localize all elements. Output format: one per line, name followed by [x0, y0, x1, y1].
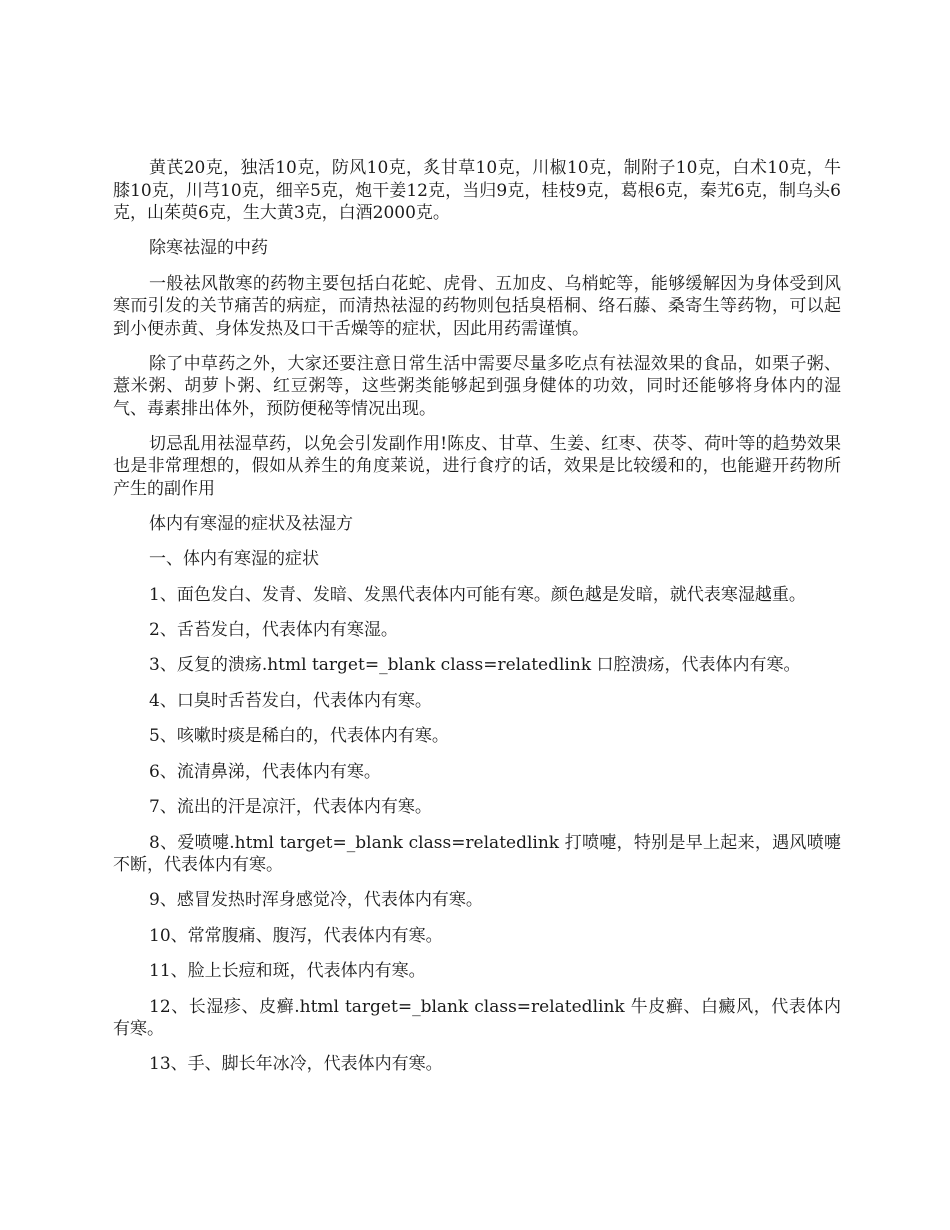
paragraph-diet-porridge: 除了中草药之外，大家还要注意日常生活中需要尽量多吃点有祛湿效果的食品，如栗子粥、薏米粥、胡萝卜粥、红豆粥等，这些粥类能够起到强身健体的功效，同时还能够将身体内的湿气、毒素排出体外，预防便秘等情况出现。 — [113, 353, 841, 419]
list-item: 9、感冒发热时浑身感觉冷，代表体内有寒。 — [149, 890, 483, 910]
list-item: 8、爱喷嚏.html target=_blank class=relatedlink 打喷嚏，特别是早上起来，遇风喷嚏不断，代表体内有寒。 — [113, 832, 841, 875]
paragraph-wind-cold-herbs: 一般祛风散寒的药物主要包括白花蛇、虎骨、五加皮、乌梢蛇等，能够缓解因为身体受到风寒而引发的关节痛苦的病症，而清热祛湿的药物则包括臭梧桐、络石藤、桑寄生等药物，可以起到小便赤黄、身体发热及口干舌燥等的症状，因此用药需谨慎。 — [113, 273, 841, 339]
list-item: 2、舌苔发白，代表体内有寒湿。 — [149, 619, 398, 640]
heading-symptoms: 一、体内有寒湿的症状 — [149, 549, 319, 569]
list-item: 6、流清鼻涕，代表体内有寒。 — [149, 761, 381, 782]
document-page — [113, 157, 841, 1089]
heading-cold-damp-herbs: 除寒祛湿的中药 — [149, 238, 268, 258]
list-item: 5、咳嗽时痰是稀白的，代表体内有寒。 — [149, 726, 449, 746]
list-item: 12、长湿疹、皮癣.html target=_blank class=relatedlink 牛皮癣、白癜风，代表体内有寒。 — [113, 996, 841, 1039]
paragraph-herbal-formula: 黄芪20克，独活10克，防风10克，炙甘草10克，川椒10克，制附子10克，白术10克，牛膝10克，川芎10克，细辛5克，炮干姜12克，当归9克，桂枝9克，葛根6克，秦艽6克，制乌头6克，山茱萸6克，生大黄3克，白酒2000克。 — [113, 158, 841, 223]
list-item: 7、流出的汗是凉汗，代表体内有寒。 — [149, 797, 432, 817]
paragraph-avoid-misuse: 切忌乱用祛湿草药，以免会引发副作用!陈皮、甘草、生姜、红枣、茯苓、荷叶等的趋势效果也是非常理想的，假如从养生的角度莱说，进行食疗的话，效果是比较缓和的，也能避开药物所产生的副作用 — [113, 433, 841, 499]
list-item: 3、反复的溃疡.html target=_blank class=relatedlink 口腔溃疡，代表体内有寒。 — [149, 655, 801, 675]
list-item: 11、脸上长痘和斑，代表体内有寒。 — [149, 961, 426, 981]
heading-symptoms-and-remedies: 体内有寒湿的症状及祛湿方 — [149, 513, 353, 534]
list-item: 1、面色发白、发青、发暗、发黑代表体内可能有寒。颜色越是发暗，就代表寒湿越重。 — [149, 584, 806, 605]
list-item: 4、口臭时舌苔发白，代表体内有寒。 — [149, 690, 432, 711]
list-item: 10、常常腹痛、腹泻，代表体内有寒。 — [149, 925, 443, 946]
list-item: 13、手、脚长年冰冷，代表体内有寒。 — [149, 1054, 443, 1074]
